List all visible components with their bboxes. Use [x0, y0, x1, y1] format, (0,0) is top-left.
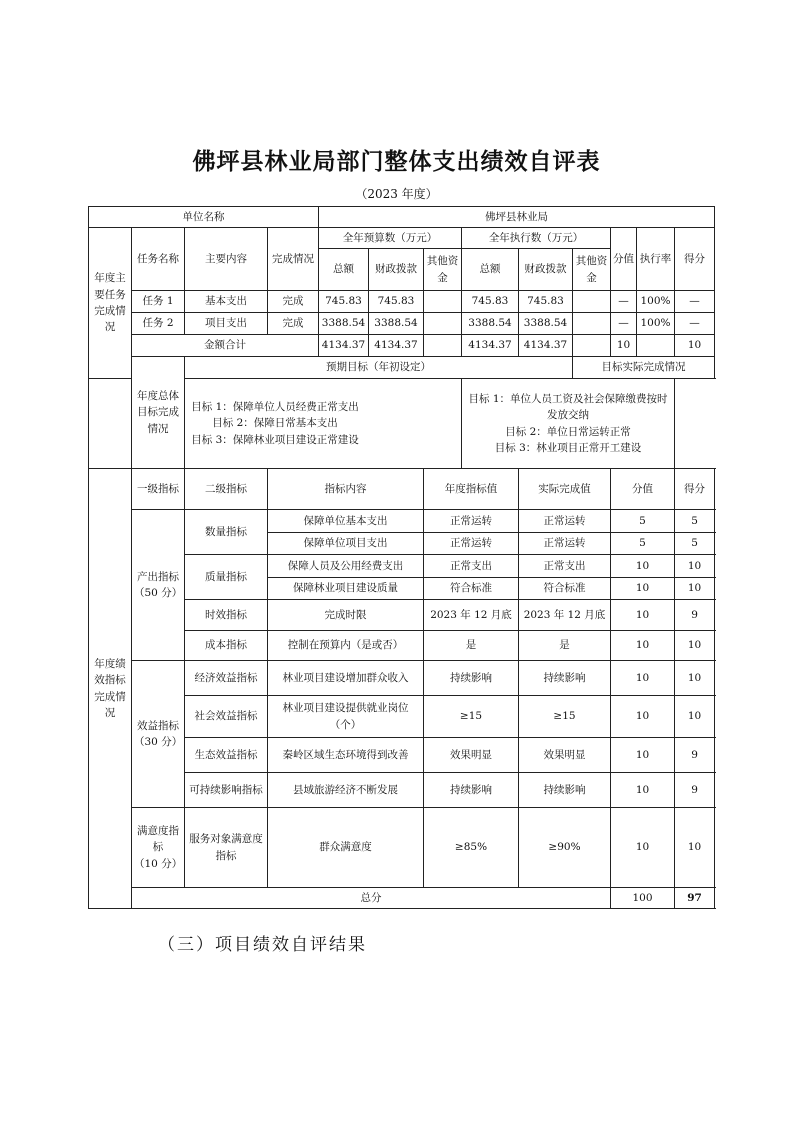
indicator-target: 是: [424, 631, 519, 661]
table-row: [89, 510, 715, 533]
col-ind-score: 得分: [675, 469, 715, 510]
col-budget-other: 其他资金: [424, 249, 462, 291]
indicator-content: 群众满意度: [268, 808, 424, 888]
total-row: [89, 888, 715, 909]
exec-fiscal: 745.83: [519, 291, 573, 313]
table-row: [89, 808, 715, 888]
indicator-target: 持续影响: [424, 773, 519, 808]
sum-score: 10: [675, 335, 715, 357]
indicator-weight: 10: [611, 773, 675, 808]
task-status: 完成: [268, 291, 319, 313]
indicator-actual: 持续影响: [519, 773, 611, 808]
indicator-actual: 符合标准: [519, 578, 611, 600]
unit-label: 单位名称: [89, 207, 319, 228]
col-exec-total: 总额: [462, 249, 519, 291]
weight: —: [611, 313, 637, 335]
indicator-score: 9: [675, 600, 715, 631]
sum-budget-total: 4134.37: [319, 335, 369, 357]
col-execution: 全年执行数（万元）: [462, 228, 611, 249]
indicator-content: 林业项目建设增加群众收入: [268, 661, 424, 696]
exec-other: [573, 291, 611, 313]
budget-total: 745.83: [319, 291, 369, 313]
col-level2: 二级指标: [185, 469, 268, 510]
quantity-indicator: 数量指标: [185, 510, 268, 555]
col-main-content: 主要内容: [185, 228, 268, 291]
effect-indicator-label: [132, 661, 185, 808]
total-label: 总分: [132, 888, 611, 909]
budget-fiscal: 745.83: [369, 291, 424, 313]
col-target: 年度指标值: [424, 469, 519, 510]
indicator-weight: 10: [611, 578, 675, 600]
col-budget: 全年预算数（万元）: [319, 228, 462, 249]
effect-points: （30 分）: [134, 736, 183, 748]
sum-exec-total: 4134.37: [462, 335, 519, 357]
task-name: 任务 2: [132, 313, 185, 335]
sum-budget-fiscal: 4134.37: [369, 335, 424, 357]
indicator-score: 5: [675, 533, 715, 555]
funds-section-label: 年度主要任务完成情况: [89, 228, 132, 379]
indicator-content: 完成时限: [268, 600, 424, 631]
col-budget-fiscal: 财政拨款: [369, 249, 424, 291]
section-heading: （三）项目绩效自评结果: [158, 935, 367, 955]
sum-row: [89, 335, 715, 357]
indicator-score: 10: [675, 661, 715, 696]
sum-label: 金额合计: [132, 335, 319, 357]
task-content: 项目支出: [185, 313, 268, 335]
indicator-content: 控制在预算内（是或否）: [268, 631, 424, 661]
total-weight: 100: [611, 888, 675, 909]
expected-goal-2: 目标 2：保障日常基本支出: [212, 417, 338, 430]
sum-exec-other: [573, 335, 611, 357]
col-task-name: 任务名称: [132, 228, 185, 291]
col-score: 得分: [675, 228, 715, 291]
col-indicator-content: 指标内容: [268, 469, 424, 510]
indicator-weight: 10: [611, 631, 675, 661]
indicator-content: 秦岭区域生态环境得到改善: [268, 738, 424, 773]
budget-other: [424, 313, 462, 335]
goals-section-label: 年度总体目标完成情况: [132, 357, 185, 469]
col-budget-total: 总额: [319, 249, 369, 291]
indicator-score: 10: [675, 555, 715, 578]
indicator-actual: ≥15: [519, 696, 611, 738]
indicator-content: 保障人员及公用经费支出: [268, 555, 424, 578]
indicator-actual: 效果明显: [519, 738, 611, 773]
expected-goal-1: 目标 1：保障单位人员经费正常支出: [191, 401, 359, 414]
expected-goals-header: 预期目标（年初设定）: [185, 357, 573, 379]
exec-fiscal: 3388.54: [519, 313, 573, 335]
timeliness-indicator: 时效指标: [185, 600, 268, 631]
document-title: 佛坪县林业局部门整体支出绩效自评表: [192, 148, 601, 175]
weight: —: [611, 291, 637, 313]
budget-fiscal: 3388.54: [369, 313, 424, 335]
indicator-actual: 持续影响: [519, 661, 611, 696]
sum-weight: 10: [611, 335, 637, 357]
level2-indicator: 经济效益指标: [185, 661, 268, 696]
level2-indicator: 社会效益指标: [185, 696, 268, 738]
budget-total: 3388.54: [319, 313, 369, 335]
indicator-weight: 10: [611, 661, 675, 696]
output-label: 产出指标: [137, 570, 179, 583]
indicator-weight: 10: [611, 696, 675, 738]
indicator-score: 10: [675, 631, 715, 661]
indicator-actual: 正常支出: [519, 555, 611, 578]
effect-label: 效益指标: [137, 719, 179, 732]
satisfaction-indicator-label: [132, 808, 185, 888]
unit-name: 佛坪县林业局: [319, 207, 715, 228]
task-name: 任务 1: [132, 291, 185, 313]
quality-indicator: 质量指标: [185, 555, 268, 600]
indicator-weight: 10: [611, 600, 675, 631]
indicator-content: 保障林业项目建设质量: [268, 578, 424, 600]
indicator-score: 10: [675, 808, 715, 888]
table-row: [89, 291, 715, 313]
indicator-actual: 2023 年 12 月底: [519, 600, 611, 631]
table-row: [89, 661, 715, 696]
actual-goal-2: 目标 2：单位日常运转正常: [505, 425, 631, 438]
indicator-score: 9: [675, 738, 715, 773]
sum-budget-other: [424, 335, 462, 357]
indicator-content: 保障单位项目支出: [268, 533, 424, 555]
col-exec-fiscal: 财政拨款: [519, 249, 573, 291]
output-indicator-label: [132, 510, 185, 661]
col-completion: 完成情况: [268, 228, 319, 291]
col-level1: 一级指标: [132, 469, 185, 510]
actual-goals: [462, 379, 675, 469]
indicator-actual: 正常运转: [519, 510, 611, 533]
level2-indicator: 可持续影响指标: [185, 773, 268, 808]
expected-goal-3: 目标 3：保障林业项目建设正常建设: [191, 433, 359, 446]
col-weight: 分值: [611, 228, 637, 291]
indicator-score: 9: [675, 773, 715, 808]
performance-self-evaluation-table: [88, 206, 715, 909]
indicator-weight: 5: [611, 510, 675, 533]
exec-total: 745.83: [462, 291, 519, 313]
indicator-weight: 10: [611, 808, 675, 888]
cost-indicator: 成本指标: [185, 631, 268, 661]
exec-rate: 100%: [637, 313, 675, 335]
col-exec-rate: 执行率: [637, 228, 675, 291]
satisfaction-points: （10 分）: [134, 857, 183, 870]
indicator-target: ≥15: [424, 696, 519, 738]
actual-goal-3: 目标 3：林业项目正常开工建设: [494, 441, 642, 454]
satisfaction-label: 满意度指标: [137, 825, 179, 854]
indicators-section-label: 年度绩效指标完成情况: [89, 469, 132, 909]
score: —: [675, 291, 715, 313]
actual-goals-header: 目标实际完成情况: [573, 357, 715, 379]
exec-rate: 100%: [637, 291, 675, 313]
sum-exec-fiscal: 4134.37: [519, 335, 573, 357]
sum-rate: [637, 335, 675, 357]
indicator-target: ≥85%: [424, 808, 519, 888]
indicator-content: 保障单位基本支出: [268, 510, 424, 533]
indicator-score: 10: [675, 696, 715, 738]
budget-other: [424, 291, 462, 313]
indicator-target: 持续影响: [424, 661, 519, 696]
indicator-weight: 10: [611, 555, 675, 578]
indicator-target: 正常运转: [424, 533, 519, 555]
indicator-content: 林业项目建设提供就业岗位（个）: [268, 696, 424, 738]
indicator-actual: ≥90%: [519, 808, 611, 888]
col-exec-other: 其他资金: [573, 249, 611, 291]
year-note: （2023 年度）: [355, 187, 438, 201]
task-content: 基本支出: [185, 291, 268, 313]
task-status: 完成: [268, 313, 319, 335]
indicator-target: 2023 年 12 月底: [424, 600, 519, 631]
table-row: [89, 313, 715, 335]
level2-indicator: 服务对象满意度指标: [185, 808, 268, 888]
exec-other: [573, 313, 611, 335]
indicator-weight: 10: [611, 738, 675, 773]
col-ind-weight: 分值: [611, 469, 675, 510]
indicator-score: 10: [675, 578, 715, 600]
indicator-score: 5: [675, 510, 715, 533]
level2-indicator: 生态效益指标: [185, 738, 268, 773]
indicator-target: 正常支出: [424, 555, 519, 578]
indicator-target: 符合标准: [424, 578, 519, 600]
col-actual: 实际完成值: [519, 469, 611, 510]
indicator-content: 县域旅游经济不断发展: [268, 773, 424, 808]
total-score: 97: [675, 888, 715, 909]
exec-total: 3388.54: [462, 313, 519, 335]
score: —: [675, 313, 715, 335]
indicator-actual: 是: [519, 631, 611, 661]
output-points: （50 分）: [134, 587, 183, 599]
indicator-weight: 5: [611, 533, 675, 555]
indicator-target: 效果明显: [424, 738, 519, 773]
indicator-actual: 正常运转: [519, 533, 611, 555]
indicator-target: 正常运转: [424, 510, 519, 533]
actual-goal-1: 目标 1：单位人员工资及社会保障缴费按时发放交纳: [468, 392, 668, 422]
